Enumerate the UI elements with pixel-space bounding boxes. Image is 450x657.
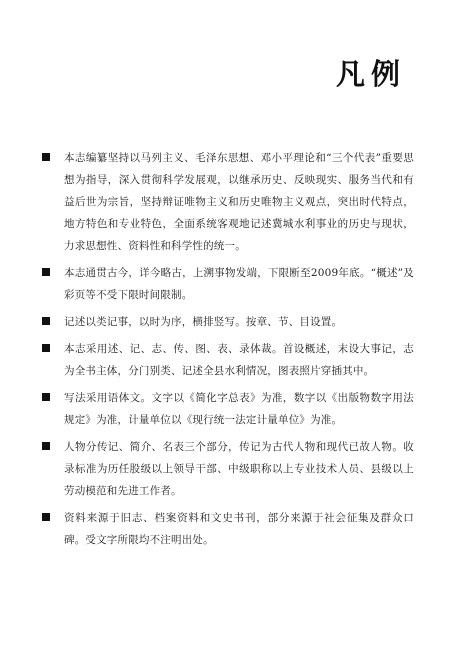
square-bullet-icon: [42, 268, 50, 276]
square-bullet-icon: [42, 344, 50, 352]
list-item-text: 本志采用述、记、志、传、图、表、录体裁。首设概述，末设大事记，志为全书主体，分门别类、记述全县水利情况，图表照片穿插其中。: [64, 343, 414, 377]
square-bullet-icon: [42, 153, 50, 161]
list-item-text: 人物分传记、简介、名表三个部分，传记为古代人物和现代已故人物。收录标准为历任股级以上领导干部、中级职称以上专业技术人员、县级以上劳动模范和先进工作者。: [64, 441, 414, 497]
list-item-text: 本志通贯古今，详今略古，上溯事物发端，下限断至2009年底。“概述”及彩页等不受下限时间限制。: [64, 267, 414, 301]
square-bullet-icon: [42, 317, 50, 325]
square-bullet-icon: [42, 393, 50, 401]
guidelines-list: [42, 147, 414, 556]
list-item: [42, 147, 414, 257]
list-item-text: 资料来源于旧志、档案资料和文史书刊，部分来源于社会征集及群众口碑。受文字所限均不注明出处。: [64, 512, 414, 546]
list-item: [42, 507, 414, 551]
square-bullet-icon: [42, 513, 50, 521]
list-item-text: 记述以类记事，以时为序，横排竖写。按章、节、目设置。: [64, 316, 343, 328]
list-item: [42, 387, 414, 431]
list-item: [42, 436, 414, 502]
list-item: [42, 338, 414, 382]
list-item-text: 本志编纂坚持以马列主义、毛泽东思想、邓小平理论和“三个代表”重要思想为指导，深入贯彻科学发展观，以继承历史、反映现实、服务当代和有益后世为宗旨，坚持辩证唯物主义和历史唯物主义观点，突出时代特点，地方特色和专业特色，全面系统客观地记述冀城水利事业的历史与现状，力求思想性、资料性和科学性的统一。: [64, 152, 414, 252]
list-item: [42, 262, 414, 306]
list-item: [42, 311, 414, 333]
page-title: 凡例: [335, 57, 406, 91]
square-bullet-icon: [42, 442, 50, 450]
list-item-text: 写法采用语体文。文字以《简化字总表》为准，数字以《出版物数字用法规定》为准，计量单位以《现行统一法定计量单位》为准。: [64, 392, 414, 426]
